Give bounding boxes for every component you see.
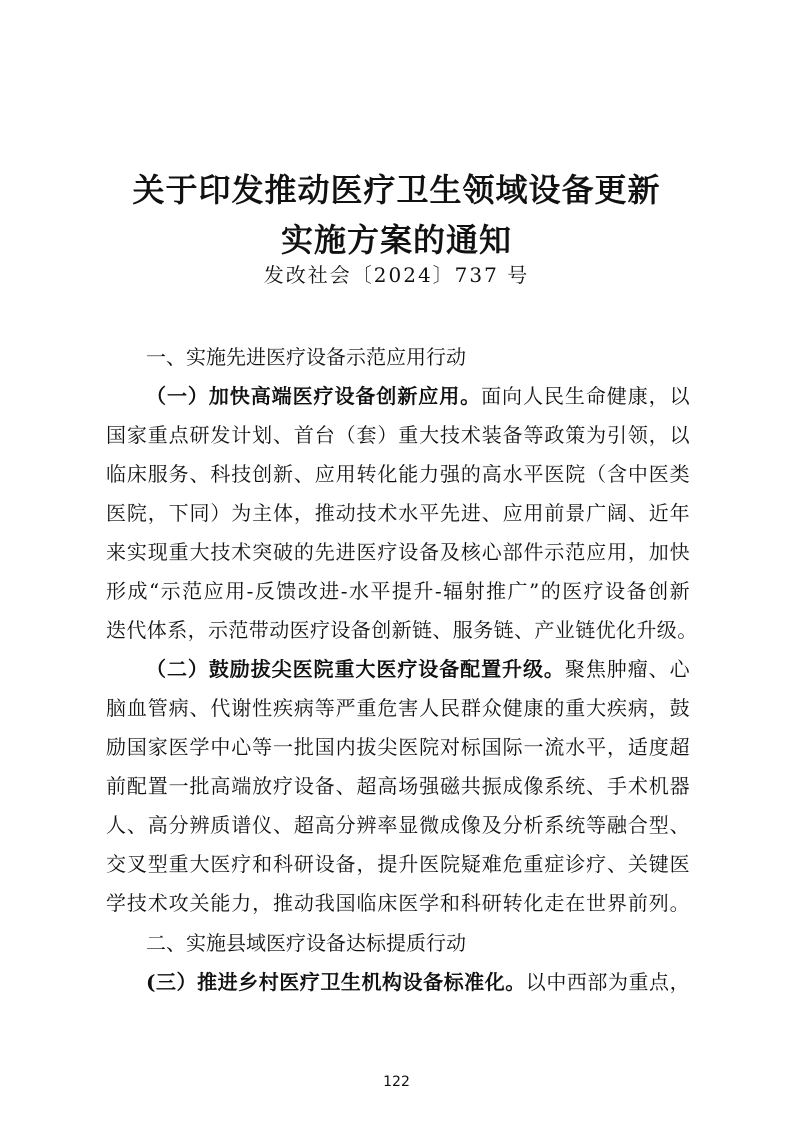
paragraph-1-line: 形成“示范应用-反馈改进-水平提升-辐射推广”的医疗设备创新: [106, 579, 690, 603]
paragraph-2-line: 人、高分辨质谱仪、超高分辨率显微成像及分析系统等融合型、: [106, 813, 690, 837]
paragraph-1-line: 临床服务、科技创新、应用转化能力强的高水平医院（含中医类: [106, 462, 690, 486]
paragraph-1-line: 来实现重大技术突破的先进医疗设备及核心部件示范应用，加快: [106, 540, 690, 564]
section-1-heading: 一、实施先进医疗设备示范应用行动: [146, 345, 466, 369]
item-3-heading: (三）推进乡村医疗卫生机构设备标准化。: [146, 970, 526, 994]
paragraph-2-line: 励国家医学中心等一批国内拔尖医院对标国际一流水平，适度超: [106, 735, 690, 759]
page-title-line-2: 实施方案的通知: [280, 221, 512, 259]
paragraph-2-line: 脑血管病、代谢性疾病等严重危害人民群众健康的重大疾病，鼓: [106, 696, 690, 720]
paragraph-1-line: （一）加快高端医疗设备创新应用。面向人民生命健康，以: [146, 384, 691, 408]
paragraph-1-line: 国家重点研发计划、首台（套）重大技术装备等政策为引领，以: [106, 423, 690, 447]
section-2-heading: 二、实施县域医疗设备达标提质行动: [146, 931, 466, 955]
document-number: 发改社会〔2024〕737 号: [263, 263, 530, 287]
page-number: 122: [383, 1074, 410, 1090]
paragraph-3-line: (三）推进乡村医疗卫生机构设备标准化。以中西部为重点，: [146, 970, 691, 994]
paragraph-1-line: 医院，下同）为主体，推动技术水平先进、应用前景广阔、近年: [106, 501, 690, 525]
item-2-heading: （二）鼓励拔尖医院重大医疗设备配置升级。: [146, 657, 565, 681]
paragraph-2-line: 交叉型重大医疗和科研设备，提升医院疑难危重症诊疗、关键医: [106, 852, 690, 876]
paragraph-1-line: 迭代体系，示范带动医疗设备创新链、服务链、产业链优化升级。: [106, 618, 698, 642]
item-1-heading: （一）加快高端医疗设备创新应用。: [146, 384, 482, 408]
page-title-line-1: 关于印发推动医疗卫生领域设备更新: [132, 171, 661, 209]
paragraph-2-line: （二）鼓励拔尖医院重大医疗设备配置升级。聚焦肿瘤、心: [146, 657, 690, 681]
paragraph-2-line: 前配置一批高端放疗设备、超高场强磁共振成像系统、手术机器: [106, 774, 690, 798]
paragraph-2-line: 学技术攻关能力，推动我国临床医学和科研转化走在世界前列。: [106, 891, 690, 915]
